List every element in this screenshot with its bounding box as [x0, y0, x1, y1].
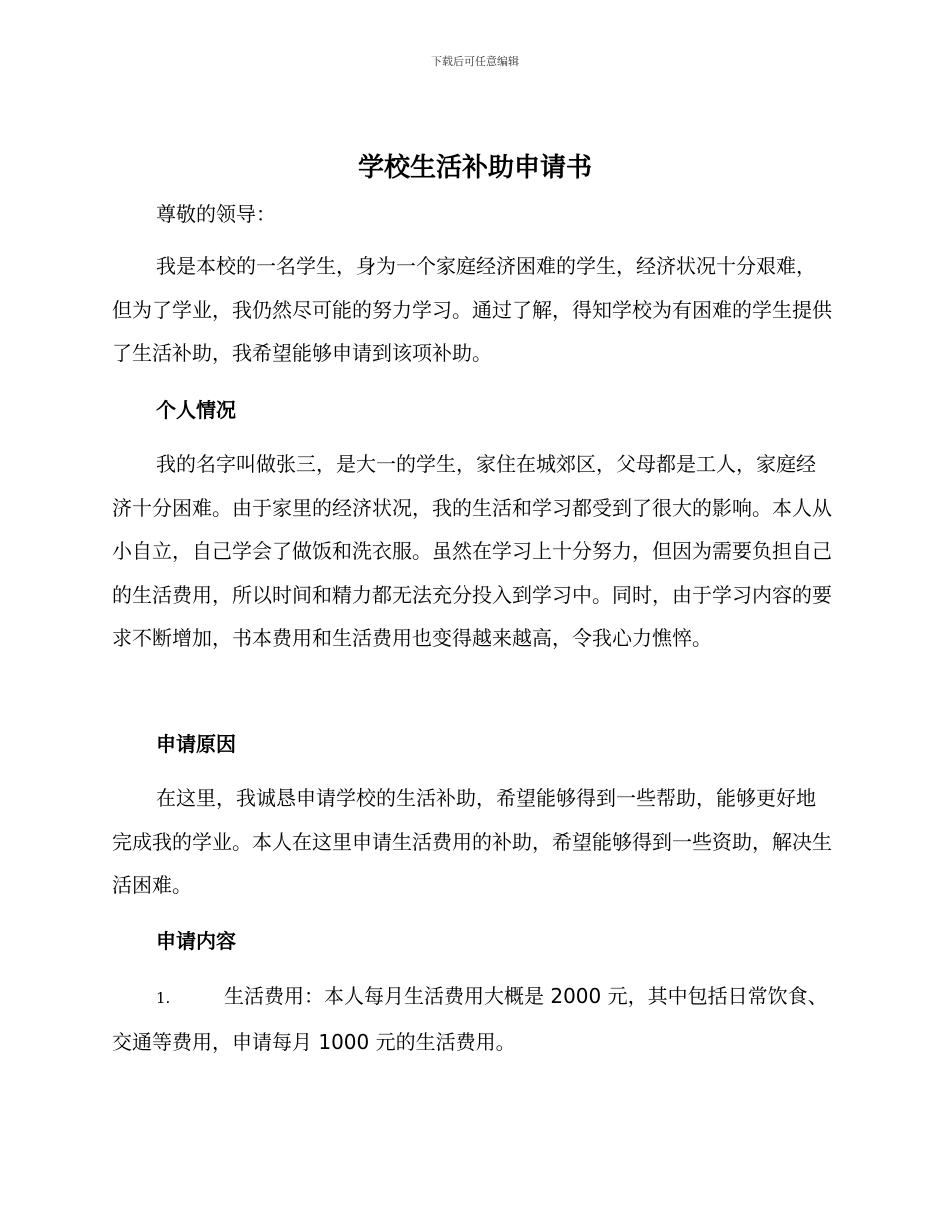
section-heading-content: 申请内容: [156, 929, 236, 953]
salutation: 尊敬的领导：: [156, 202, 276, 226]
header-note: 下载后可任意编辑: [431, 55, 519, 68]
page-title: 学校生活补助申请书: [357, 153, 592, 183]
list-item-text: 生活费用：本人每月生活费用大概是 2000 元，其中包括日常饮食、交通等费用，申请每月 1000 元的生活费用。: [112, 984, 828, 1054]
list-item: [112, 975, 834, 1064]
intro-paragraph: 我是本校的一名学生，身为一个家庭经济困难的学生，经济状况十分艰难，但为了学业，我仍然尽可能的努力学习。通过了解，得知学校为有困难的学生提供了生活补助，我希望能够申请到该项补助。: [112, 254, 832, 365]
section-body-personal: 我的名字叫做张三，是大一的学生，家住在城郊区，父母都是工人，家庭经济十分困难。由于家里的经济状况，我的生活和学习都受到了很大的影响。本人从小自立，自己学会了做饭和洗衣服。虽然在学习上十分努力，但因为需要负担自己的生活费用，所以时间和精力都无法充分投入到学习中。同时，由于学习内容的要求不断增加，书本费用和生活费用也变得越来越高，令我心力憔悴。: [112, 452, 832, 650]
section-heading-personal: 个人情况: [156, 398, 236, 422]
section-body-reason: 在这里，我诚恳申请学校的生活补助，希望能够得到一些帮助，能够更好地完成我的学业。本人在这里申请生活费用的补助，希望能够得到一些资助，解决生活困难。: [112, 786, 832, 897]
section-heading-reason: 申请原因: [156, 732, 236, 756]
list-item-marker: 1.: [156, 989, 171, 1007]
